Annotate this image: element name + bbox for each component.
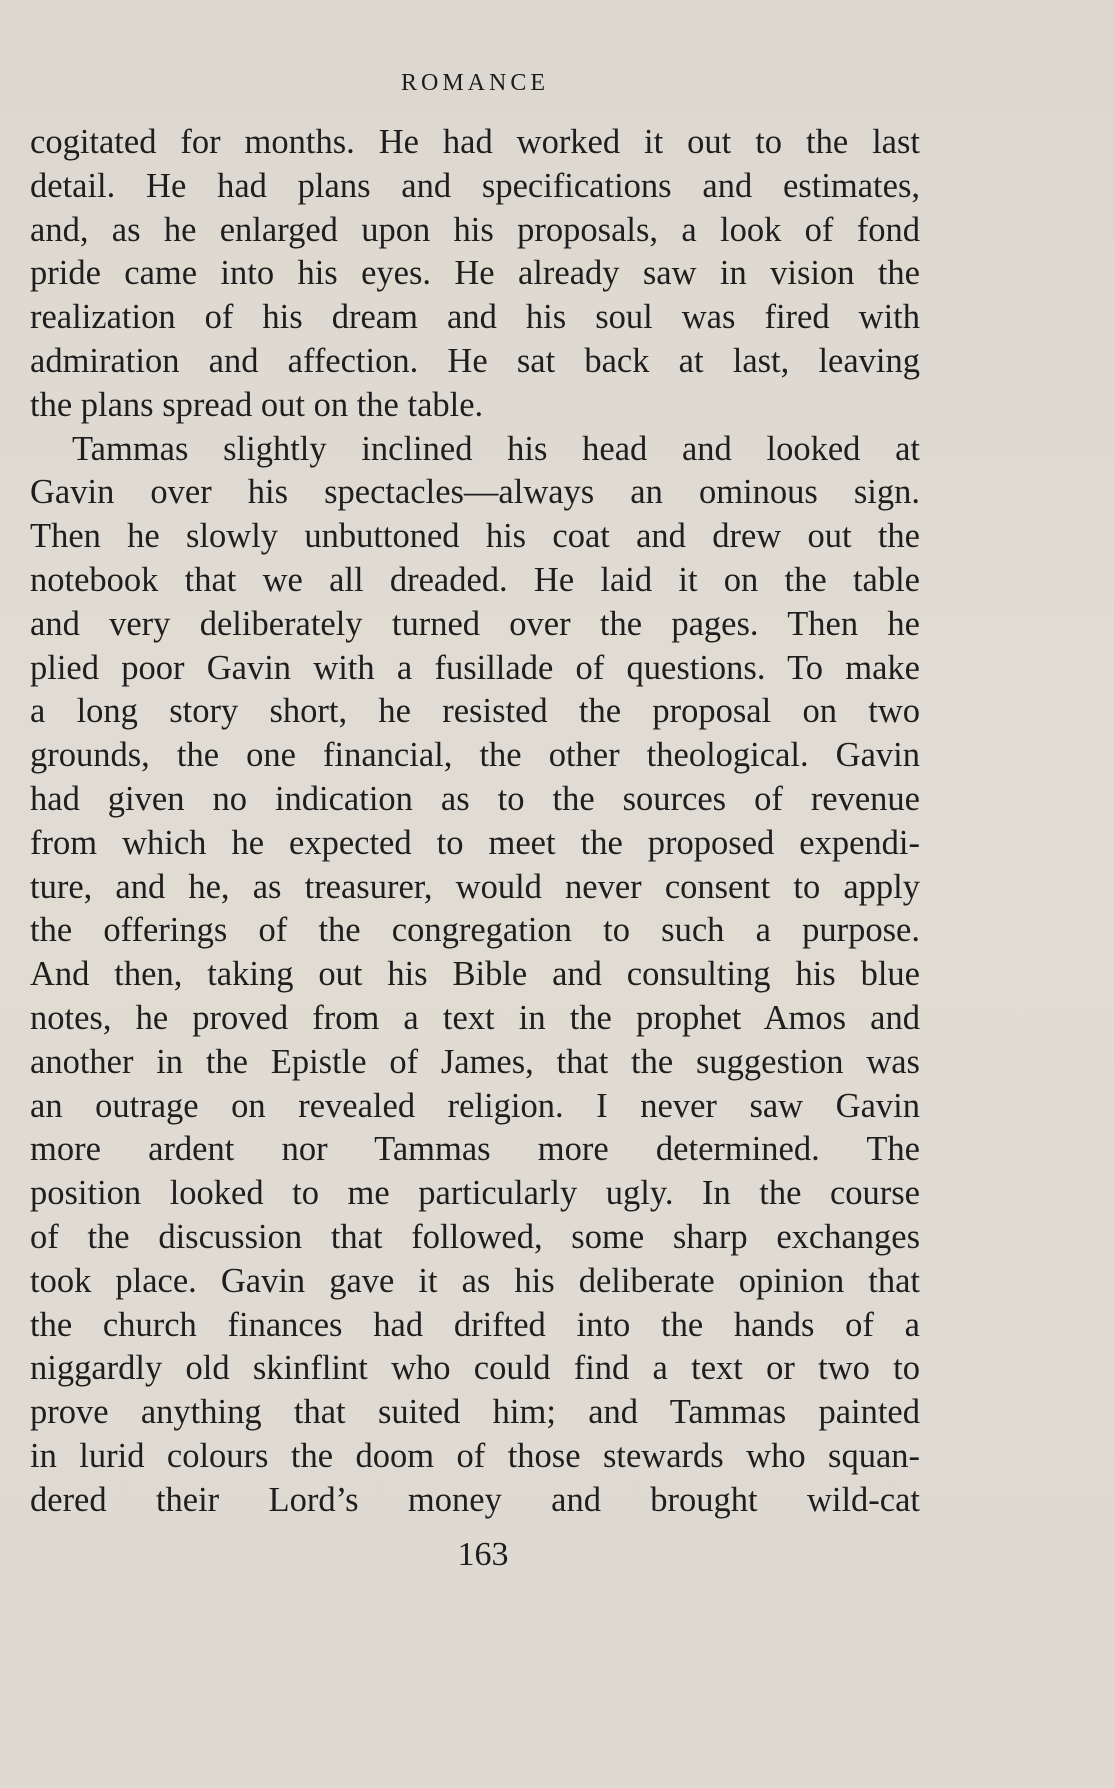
text-line: a long story short, he resisted the proposal on two: [30, 692, 920, 731]
text-line: notebook that we all dreaded. He laid it on the table: [30, 560, 920, 599]
text-line: more ardent nor Tammas more determined. The: [30, 1130, 920, 1169]
text-line: in lurid colours the doom of those stewards who squan-: [30, 1436, 920, 1475]
text-line: dered their Lord’s money and brought wild-cat: [30, 1480, 920, 1519]
body-text: [30, 121, 920, 1523]
text-line: an outrage on revealed religion. I never saw Gavin: [30, 1086, 920, 1125]
text-line: the plans spread out on the table.: [30, 385, 484, 424]
text-line: Then he slowly unbuttoned his coat and drew out the: [30, 517, 920, 556]
text-line: of the discussion that followed, some sharp exchanges: [30, 1217, 920, 1256]
text-line: pride came into his eyes. He already saw in vision the: [30, 254, 920, 293]
text-line: from which he expected to meet the proposed expendi-: [30, 823, 920, 862]
text-line: detail. He had plans and specifications and estimates,: [30, 166, 920, 205]
text-line: and, as he enlarged upon his proposals, a look of fond: [30, 210, 920, 249]
text-line: the church finances had drifted into the hands of a: [30, 1305, 920, 1344]
text-line: another in the Epistle of James, that the suggestion was: [30, 1042, 920, 1081]
text-line: had given no indication as to the sources of revenue: [30, 779, 920, 818]
text-line: plied poor Gavin with a fusillade of questions. To make: [30, 648, 920, 687]
text-line: and very deliberately turned over the pages. Then he: [30, 604, 920, 643]
text-line: cogitated for months. He had worked it out to the last: [30, 123, 920, 161]
text-line: position looked to me particularly ugly. In the course: [30, 1174, 920, 1213]
text-line: niggardly old skinflint who could find a text or two to: [30, 1349, 920, 1388]
text-line: And then, taking out his Bible and consulting his blue: [30, 955, 920, 994]
text-line: notes, he proved from a text in the prophet Amos and: [30, 998, 920, 1037]
text-line: ture, and he, as treasurer, would never consent to apply: [30, 867, 920, 906]
text-line: the offerings of the congregation to such a purpose.: [30, 911, 920, 950]
text-line: Gavin over his spectacles—always an ominous sign.: [30, 473, 920, 512]
text-line: admiration and affection. He sat back at last, leaving: [30, 341, 920, 380]
text-line: took place. Gavin gave it as his deliberate opinion that: [30, 1261, 920, 1300]
text-line: Tammas slightly inclined his head and looked at: [72, 429, 920, 468]
text-line: realization of his dream and his soul was fired with: [30, 298, 920, 337]
text-line: grounds, the one financial, the other theological. Gavin: [30, 736, 920, 775]
text-line: prove anything that suited him; and Tammas painted: [30, 1393, 920, 1432]
running-head: ROMANCE: [400, 70, 549, 96]
page-number: 163: [457, 1536, 509, 1573]
